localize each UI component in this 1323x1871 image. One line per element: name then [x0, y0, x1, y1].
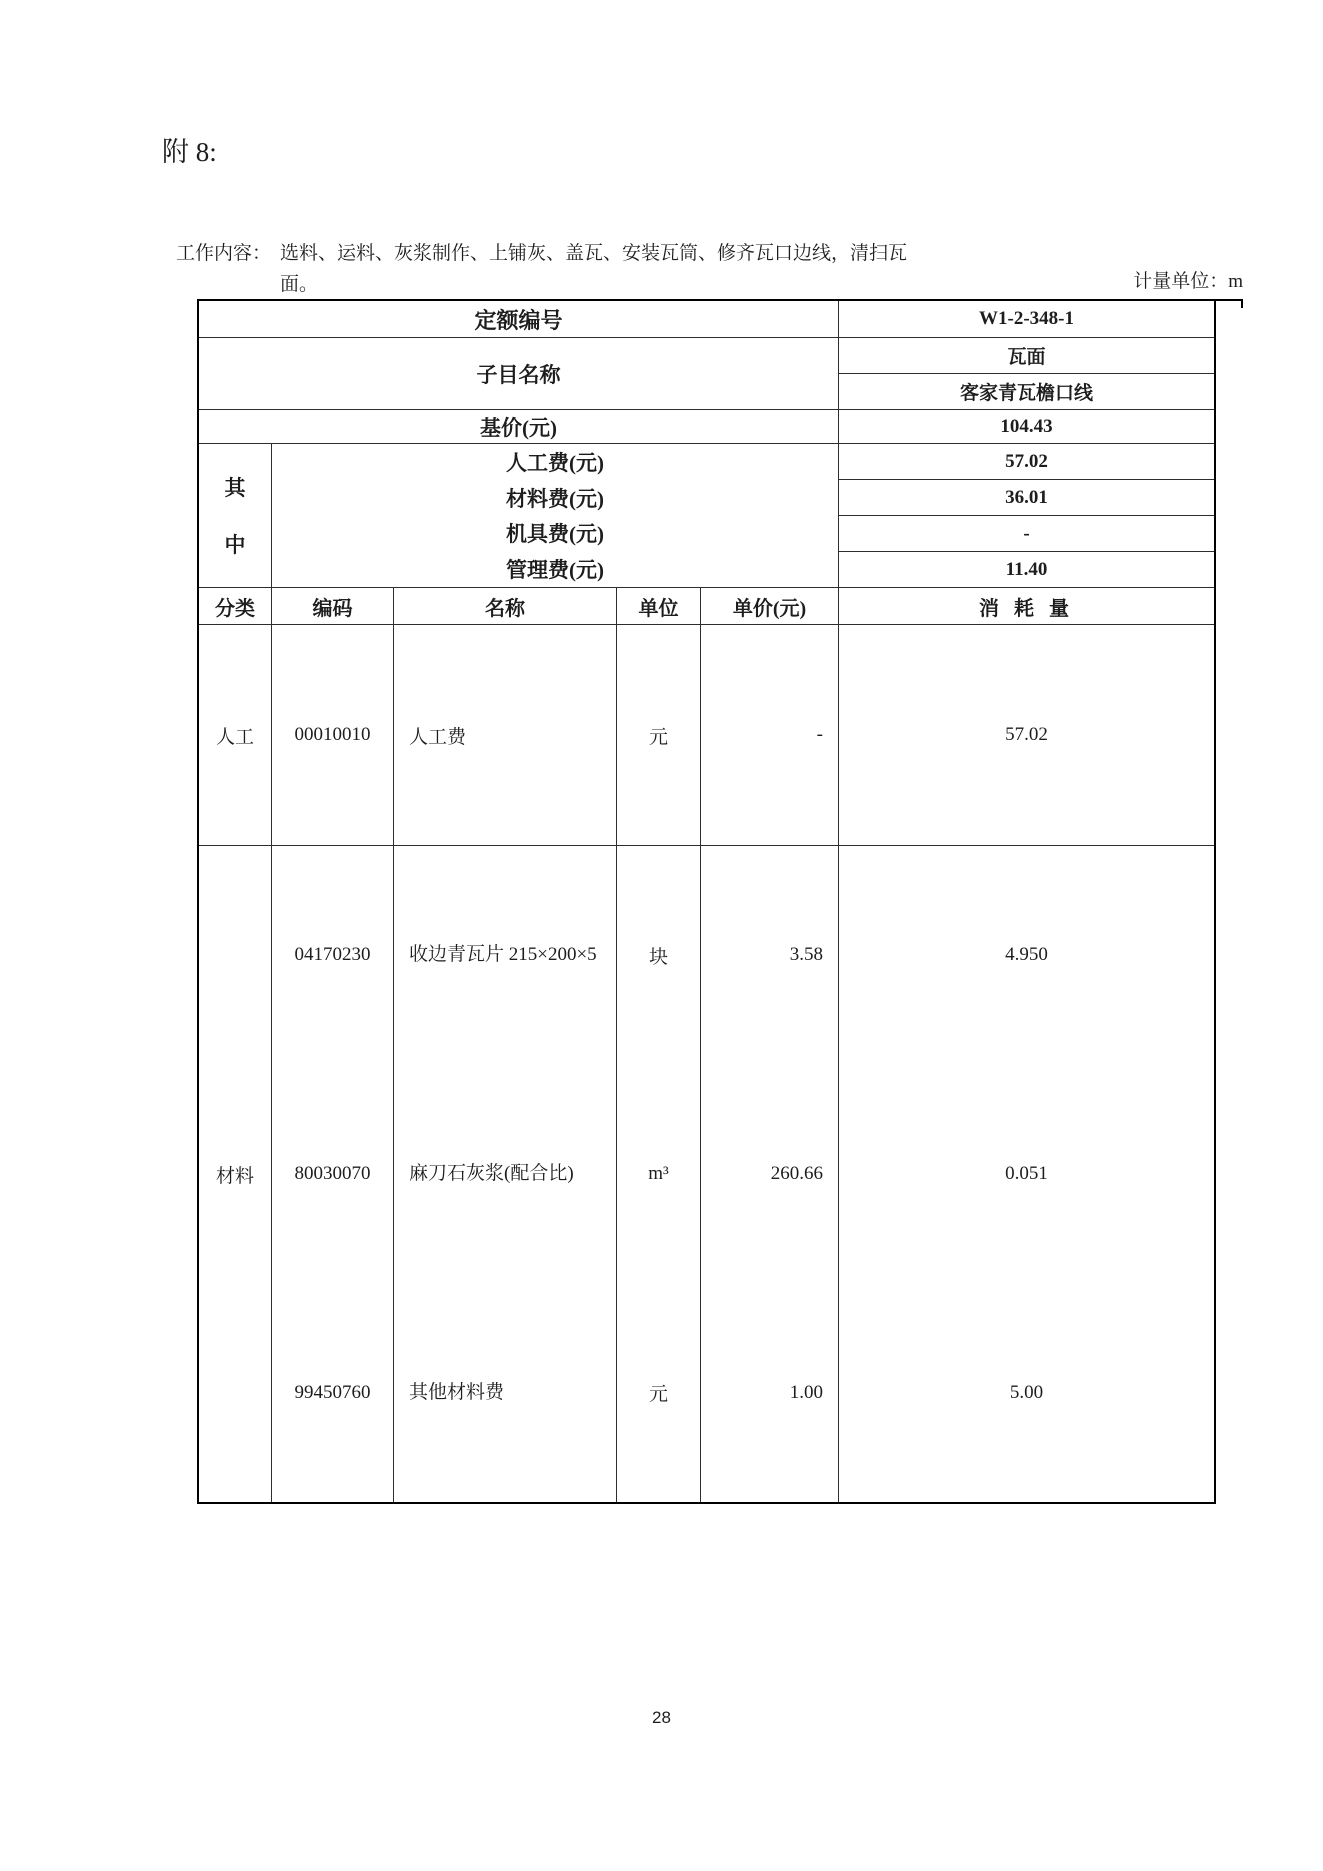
subitem-category: 瓦面: [839, 338, 1214, 374]
fee-labels: [272, 444, 839, 587]
material-unit: m³: [648, 1163, 669, 1184]
labor-row: [199, 624, 1214, 845]
material-fee-value: 36.01: [839, 479, 1214, 515]
material-unit: 元: [648, 1384, 668, 1406]
material-names: [394, 846, 617, 1502]
col-header-code: 编码: [272, 588, 394, 624]
work-content-line2: 面。: [280, 274, 319, 295]
among-which-label: [199, 444, 272, 587]
material-units: [617, 846, 701, 1502]
col-header-qty: 消 耗 量: [979, 597, 1074, 620]
subitem-values: [839, 338, 1214, 409]
labor-unit: 元: [617, 625, 701, 845]
labor-qty: 57.02: [1005, 724, 1048, 745]
material-qty: 4.950: [1005, 944, 1048, 966]
quota-number-value: W1-2-348-1: [979, 308, 1074, 329]
among-char-bottom: 中: [224, 533, 246, 558]
labor-category: 人工: [199, 625, 272, 845]
fee-breakdown-row: [199, 443, 1214, 587]
material-code: 80030070: [294, 1163, 371, 1184]
col-header-category: 分类: [199, 588, 272, 624]
material-name: 收边青瓦片 215×200×5: [409, 944, 597, 966]
table-top-border-tick: [1241, 299, 1243, 308]
column-header-row: [199, 587, 1214, 624]
subitem-row: [199, 337, 1214, 409]
management-fee-label: 管理费(元): [506, 558, 604, 583]
col-header-unit: 单位: [617, 588, 701, 624]
among-char-top: 其: [224, 475, 246, 500]
base-price-value: 104.43: [1000, 415, 1053, 437]
machine-fee-label: 机具费(元): [506, 522, 604, 547]
fee-values: [839, 444, 1214, 587]
table-top-border-overhang: [1214, 299, 1243, 301]
labor-fee-value: 57.02: [1005, 450, 1048, 472]
labor-code: 00010010: [272, 625, 394, 845]
base-price-label: 基价(元): [199, 410, 839, 443]
labor-name: 人工费: [394, 625, 617, 845]
material-unit: 块: [648, 946, 668, 968]
material-qty: 5.00: [1009, 1381, 1044, 1403]
material-name: 其他材料费: [409, 1381, 505, 1403]
material-category: 材料: [199, 846, 272, 1502]
attachment-heading: 附 8:: [162, 137, 217, 167]
page-number: 28: [652, 1708, 671, 1727]
material-fee-label: 材料费(元): [506, 486, 604, 511]
material-price: 260.66: [770, 1163, 823, 1184]
material-prices: [701, 846, 839, 1502]
management-fee-value: 11.40: [839, 551, 1214, 587]
subitem-name: 客家青瓦檐口线: [959, 382, 1093, 404]
quota-number-row: [199, 301, 1214, 337]
labor-fee-label: 人工费(元): [506, 450, 604, 475]
col-header-name: 名称: [394, 588, 617, 624]
work-content-line1: 选料、运料、灰浆制作、上铺灰、盖瓦、安装瓦筒、修齐瓦口边线，清扫瓦: [280, 243, 908, 264]
quota-number-label: 定额编号: [199, 301, 839, 337]
measure-unit-label: 计量单位：m: [1133, 271, 1243, 292]
work-content-label: 工作内容：: [176, 243, 272, 264]
col-header-price: 单价(元): [701, 588, 839, 624]
material-code: 99450760: [294, 1381, 371, 1403]
material-name: 麻刀石灰浆(配合比): [409, 1163, 574, 1184]
material-qty: 0.051: [1005, 1163, 1048, 1184]
material-price: 1.00: [789, 1381, 823, 1403]
material-code: 04170230: [294, 944, 371, 966]
material-codes: [272, 846, 394, 1502]
machine-fee-value: -: [839, 515, 1214, 551]
material-rows: [199, 845, 1214, 1502]
material-qtys: [839, 846, 1214, 1502]
quota-table: [197, 299, 1216, 1504]
labor-price: -: [701, 625, 839, 845]
subitem-label: 子目名称: [199, 338, 839, 409]
base-price-row: [199, 409, 1214, 443]
material-price: 3.58: [789, 944, 823, 966]
